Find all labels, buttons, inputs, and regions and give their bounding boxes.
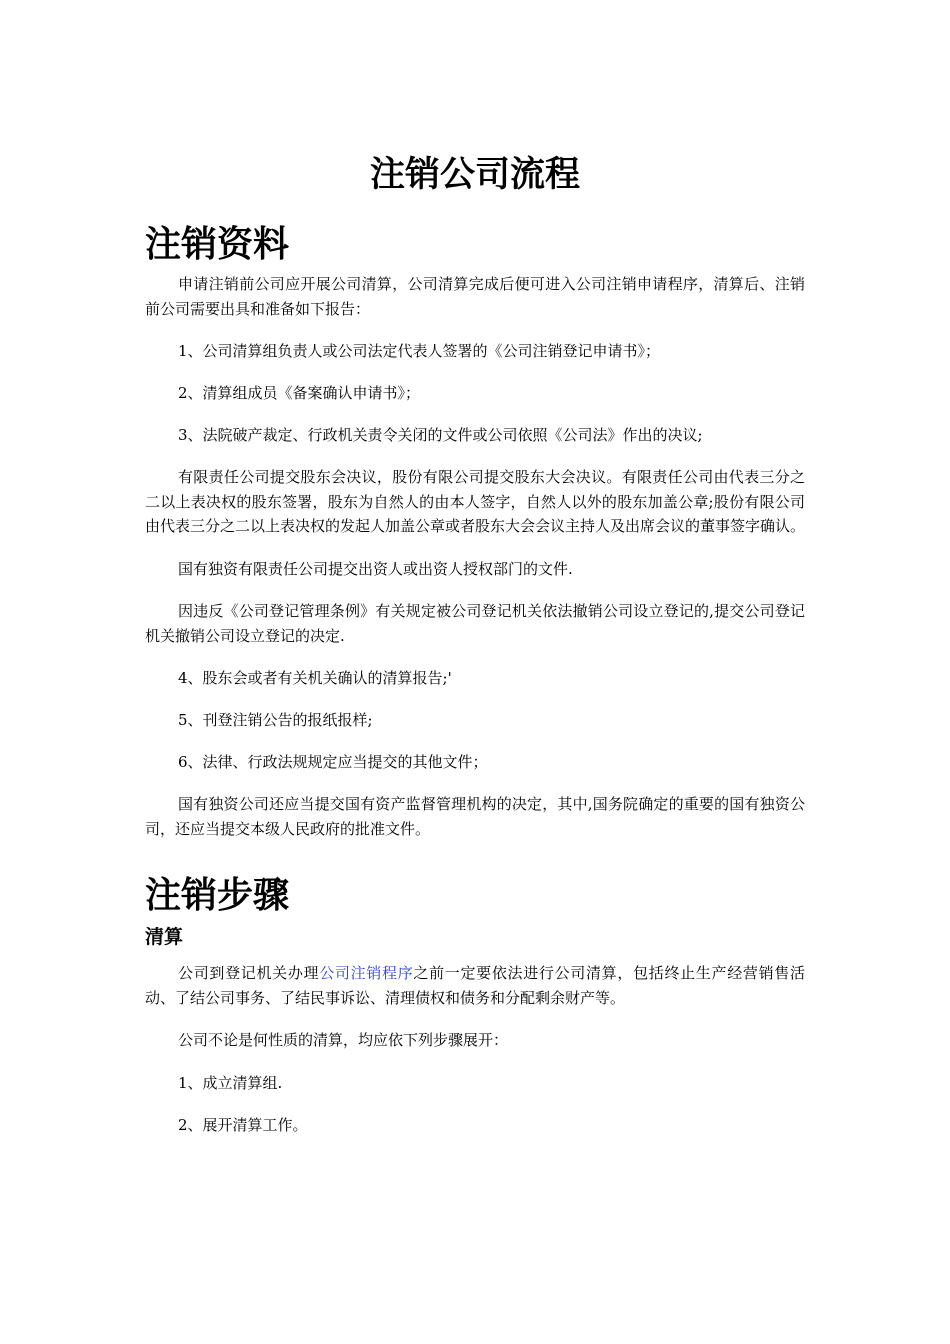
liquidation-text-before: 公司到登记机关办理 [178, 964, 320, 982]
state-owned-paragraph: 国有独资有限责任公司提交出资人或出资人授权部门的文件. [178, 559, 573, 578]
liquidation-paragraph [145, 961, 805, 1010]
step-2: 2、展开清算工作。 [178, 1115, 308, 1134]
shareholders-paragraph: 有限责任公司提交股东会决议，股份有限公司提交股东大会决议。有限责任公司由代表三分之二以上表决权的股东签署，股东为自然人的由本人签字，自然人以外的股东加盖公章;股份有限公司由代表三分之二以上表决权的发起人加盖公章或者股东大会会议主持人及出席会议的董事签字确认。 [145, 468, 806, 535]
materials-intro: 申请注销前公司应开展公司清算，公司清算完成后便可进入公司注销申请程序，清算后、注销前公司需要出具和准备如下报告： [145, 275, 805, 318]
section-heading-steps: 注销步骤 [145, 874, 290, 916]
liquidation-text-after: 之前一定要依法进行公司清算，包括终止生产经营销售活动、了结公司事务、了结民事诉讼、清理债权和债务和分配剩余财产等。 [145, 964, 805, 1007]
subheading-liquidation: 清算 [145, 926, 184, 948]
cancellation-procedure-link[interactable]: 公司注销程序 [319, 964, 414, 982]
document-page [145, 150, 805, 1155]
materials-item-6: 6、法律、行政法规规定应当提交的其他文件； [178, 753, 488, 771]
materials-item-1: 1、公司清算组负责人或公司法定代表人签署的《公司注销登记申请书》； [178, 342, 661, 360]
materials-item-2: 2、清算组成员《备案确认申请书》； [178, 384, 421, 402]
materials-item-4: 4、股东会或者有关机关确认的清算报告;' [178, 669, 452, 687]
document-title: 注销公司流程 [369, 154, 580, 195]
state-owned-final-paragraph: 国有独资公司还应当提交国有资产监督管理机构的决定，其中,国务院确定的重要的国有独资公司，还应当提交本级人民政府的批准文件。 [145, 795, 805, 838]
step-1: 1、成立清算组. [178, 1073, 283, 1092]
section-heading-materials: 注销资料 [145, 223, 290, 265]
violation-paragraph: 因违反《公司登记管理条例》有关规定被公司登记机关依法撤销公司设立登记的,提交公司登记机关撤销公司设立登记的决定. [145, 602, 805, 645]
steps-intro: 公司不论是何性质的清算，均应依下列步骤展开： [178, 1031, 509, 1049]
materials-item-5: 5、刊登注销公告的报纸报样; [178, 711, 373, 729]
materials-item-3: 3、法院破产裁定、行政机关责令关闭的文件或公司依照《公司法》作出的决议; [178, 426, 703, 444]
